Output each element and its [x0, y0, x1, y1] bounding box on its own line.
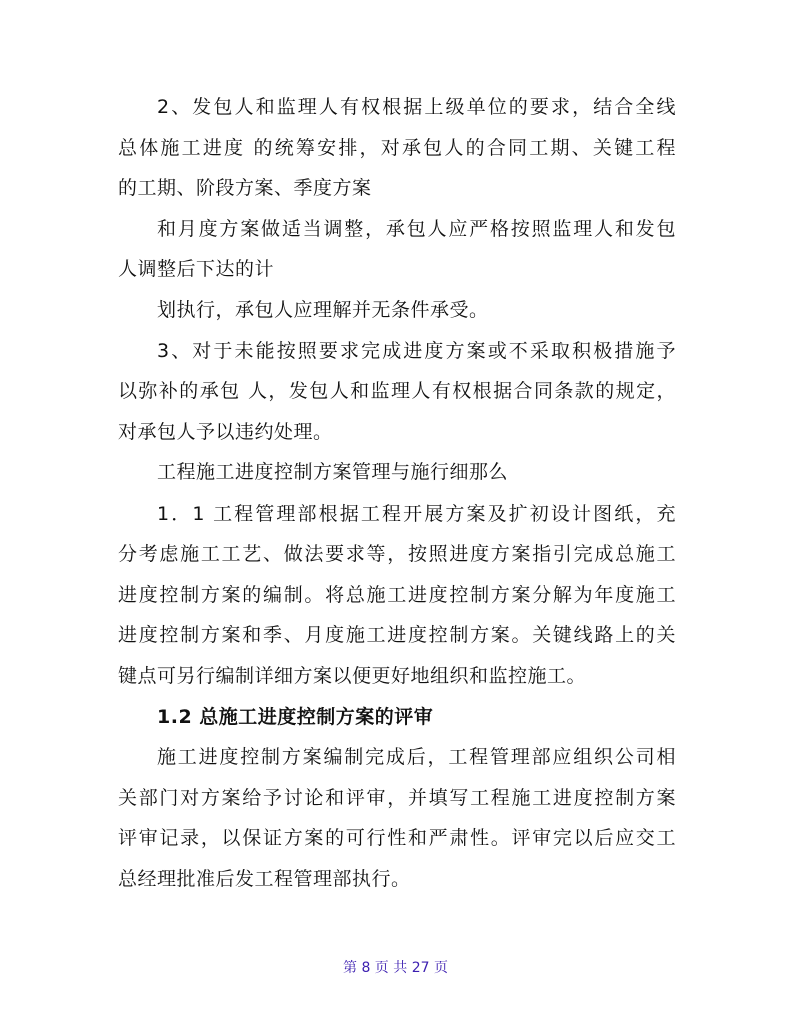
paragraph-5-line-4: 进度控制方案和季、月度施工进度控制方案。关键线路上的关: [118, 624, 676, 646]
subsection-heading: 1.2 总施工进度控制方案的评审: [157, 706, 434, 728]
paragraph-6-line-4: 总经理批准后发工程管理部执行。: [118, 868, 411, 890]
paragraph-1-line-3: 的工期、阶段方案、季度方案: [118, 177, 372, 199]
page-number-footer: 第 8 页 共 27 页: [343, 960, 448, 976]
paragraph-5-line-3: 进度控制方案的编制。将总施工进度控制方案分解为年度施工: [118, 584, 676, 606]
paragraph-3-line-1: 划执行，承包人应理解并无条件承受。: [157, 299, 489, 321]
paragraph-1-line-1: 2、发包人和监理人有权根据上级单位的要求，结合全线: [157, 96, 676, 118]
paragraph-6-line-1: 施工进度控制方案编制完成后，工程管理部应组织公司相: [157, 746, 676, 768]
paragraph-6-line-3: 评审记录，以保证方案的可行性和严肃性。评审完以后应交工: [118, 827, 676, 849]
paragraph-5-line-1: 1．1 工程管理部根据工程开展方案及扩初设计图纸，充: [157, 503, 676, 525]
paragraph-2-line-1: 和月度方案做适当调整，承包人应严格按照监理人和发包: [157, 218, 676, 240]
paragraph-1-line-2: 总体施工进度 的统筹安排，对承包人的合同工期、关键工程: [118, 137, 676, 159]
paragraph-4-line-3: 对承包人予以违约处理。: [118, 421, 333, 443]
paragraph-5-line-5: 键点可另行编制详细方案以便更好地组织和监控施工。: [118, 665, 587, 687]
paragraph-5-line-2: 分考虑施工工艺、做法要求等，按照进度方案指引完成总施工: [118, 543, 676, 565]
paragraph-4-line-2: 以弥补的承包 人，发包人和监理人有权根据合同条款的规定，: [118, 380, 676, 402]
paragraph-2-line-2: 人调整后下达的计: [118, 258, 275, 280]
paragraph-6-line-2: 关部门对方案给予讨论和评审，并填写工程施工进度控制方案: [118, 787, 676, 809]
paragraph-4-line-1: 3、对于未能按照要求完成进度方案或不采取积极措施予: [157, 340, 676, 362]
section-title: 工程施工进度控制方案管理与施行细那么: [157, 461, 509, 483]
